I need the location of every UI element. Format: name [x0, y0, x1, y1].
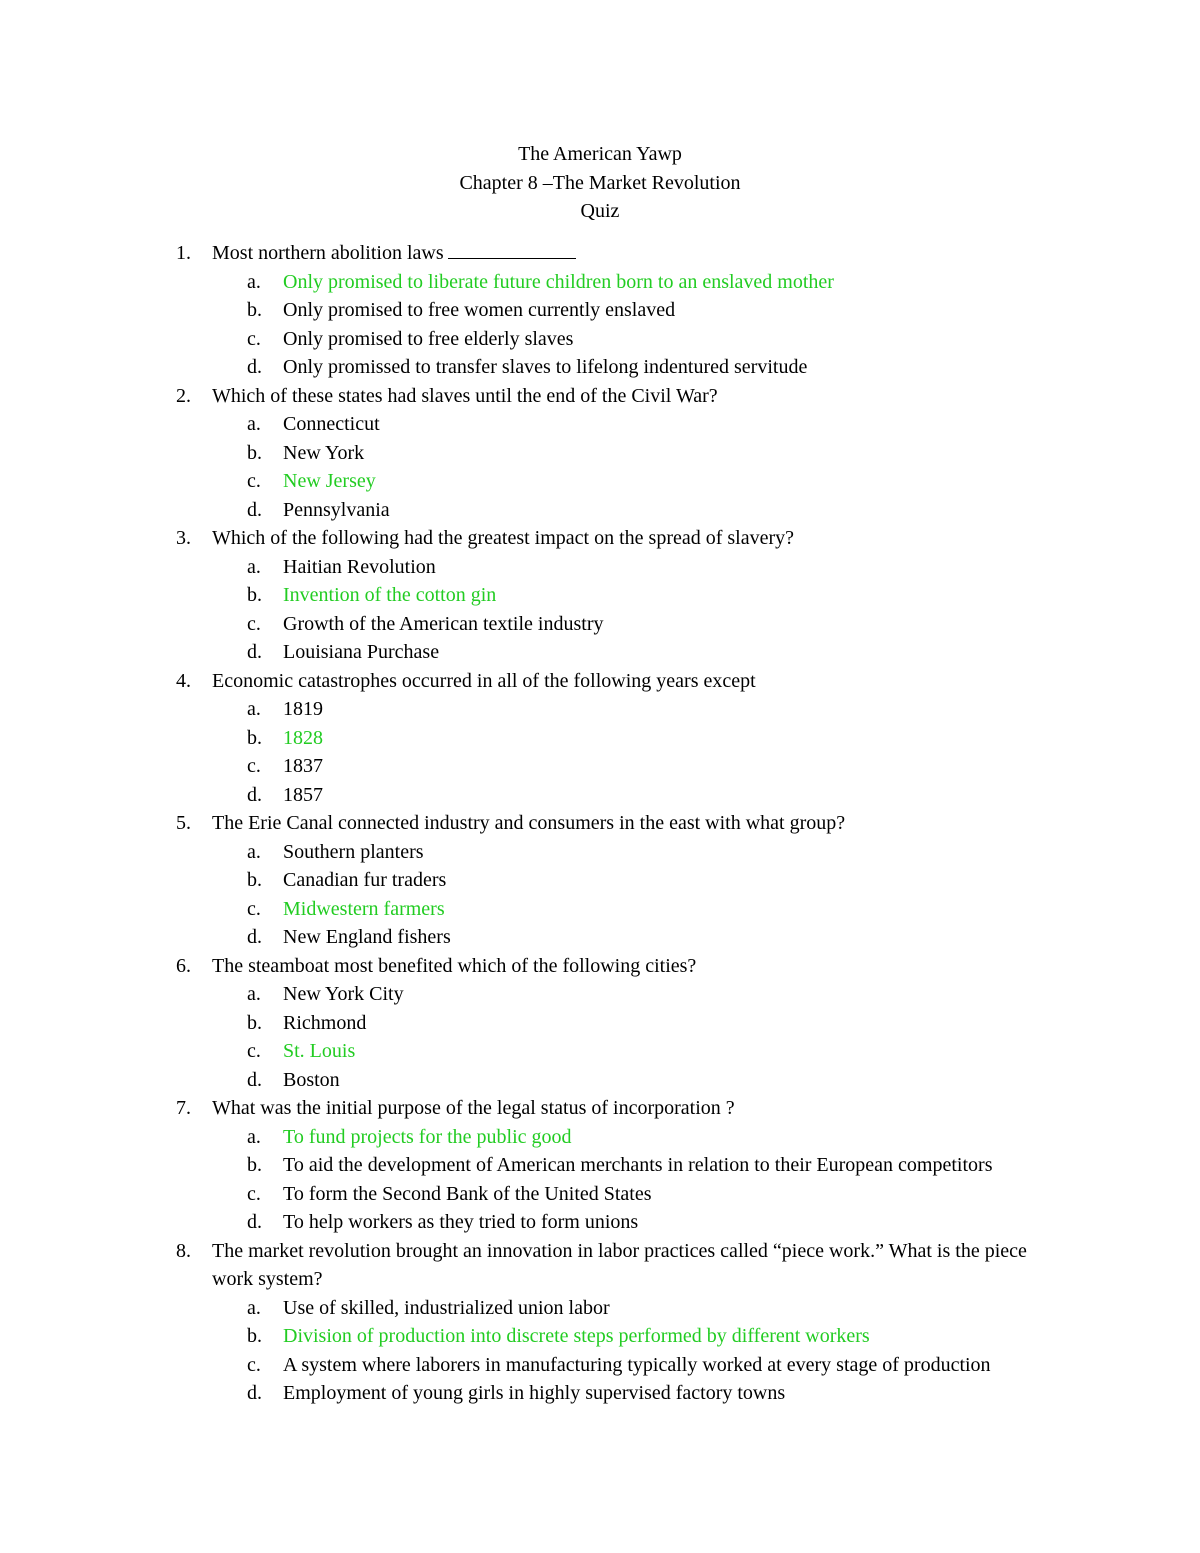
- question-number: 5.: [176, 812, 191, 834]
- option-letter: b.: [247, 869, 262, 891]
- option-text: Invention of the cotton gin: [283, 584, 497, 606]
- option-text: Boston: [283, 1068, 340, 1091]
- option-text: Southern planters: [283, 840, 424, 863]
- answer-option: [0, 353, 1200, 382]
- answer-option-correct: [0, 1322, 1200, 1351]
- option-text: New Jersey: [283, 470, 376, 492]
- option-text: 1837: [283, 755, 323, 777]
- question-text: Which of the following had the greatest impact on the spread of slavery?: [212, 527, 795, 549]
- option-text: 1857: [283, 783, 323, 806]
- answer-option: [0, 1208, 1200, 1237]
- answer-option: [0, 695, 1200, 724]
- answer-option: [0, 496, 1200, 525]
- option-letter: a.: [247, 413, 261, 435]
- option-text: To fund projects for the public good: [283, 1125, 572, 1148]
- option-text: To aid the development of American merchants in relation to their European competitors: [283, 1154, 993, 1176]
- option-text: New England fishers: [283, 926, 451, 948]
- option-text: St. Louis: [283, 1040, 356, 1062]
- question-number: 2.: [176, 384, 191, 407]
- answer-option-correct: [0, 268, 1200, 297]
- option-letter: d.: [247, 1382, 262, 1404]
- answer-option: [0, 1151, 1200, 1180]
- option-text: Use of skilled, industrialized union labor: [283, 1296, 610, 1319]
- question-text: Which of these states had slaves until the end of the Civil War?: [212, 384, 718, 407]
- option-letter: c.: [247, 327, 261, 350]
- question-text: The steamboat most benefited which of the following cities?: [212, 954, 697, 977]
- option-letter: b.: [247, 299, 262, 321]
- option-text: 1828: [283, 726, 323, 749]
- option-letter: b.: [247, 1154, 262, 1176]
- answer-option: [0, 325, 1200, 354]
- question-6: [0, 952, 1072, 981]
- quiz-label: Quiz: [580, 200, 620, 222]
- option-letter: a.: [247, 555, 261, 578]
- question-number: 6.: [176, 954, 191, 977]
- question-number: 3.: [176, 527, 191, 549]
- answer-option-correct: [0, 467, 1200, 496]
- option-letter: c.: [247, 1040, 261, 1062]
- quiz-list: [0, 239, 1200, 1408]
- answer-option: [0, 610, 1200, 639]
- option-text: Only promised to free elderly slaves: [283, 327, 574, 350]
- answer-option: [0, 439, 1200, 468]
- answer-blank: [448, 240, 576, 259]
- answer-option: [0, 1351, 1200, 1380]
- question-4: [0, 667, 1072, 696]
- option-letter: d.: [247, 1211, 262, 1233]
- question-3: [0, 524, 1072, 553]
- answer-option: [0, 923, 1200, 952]
- option-text: Canadian fur traders: [283, 869, 447, 891]
- option-letter: b.: [247, 726, 262, 749]
- option-letter: b.: [247, 584, 262, 606]
- question-7: [0, 1094, 1072, 1123]
- question-text: What was the initial purpose of the legal status of incorporation ?: [212, 1097, 735, 1119]
- question-1: [0, 239, 1072, 268]
- question-5: [0, 809, 1072, 838]
- question-number: 7.: [176, 1097, 191, 1119]
- answer-option-correct: [0, 581, 1200, 610]
- option-text: 1819: [283, 698, 323, 720]
- option-text: New York: [283, 441, 365, 464]
- option-letter: c.: [247, 470, 261, 492]
- option-text: Employment of young girls in highly supervised factory towns: [283, 1382, 786, 1404]
- option-text: Growth of the American textile industry: [283, 612, 604, 635]
- question-2: [0, 382, 1072, 411]
- option-text: Midwestern farmers: [283, 897, 445, 920]
- option-letter: d.: [247, 641, 262, 663]
- option-text: Only promised to free women currently enslaved: [283, 299, 676, 321]
- answer-option: [0, 296, 1200, 325]
- option-letter: d.: [247, 1068, 262, 1091]
- option-letter: c.: [247, 1353, 261, 1376]
- option-text: To form the Second Bank of the United States: [283, 1182, 652, 1205]
- answer-option: [0, 1009, 1200, 1038]
- option-text: Connecticut: [283, 413, 380, 435]
- option-text: A system where laborers in manufacturing typically worked at every stage of production: [283, 1353, 991, 1376]
- option-letter: c.: [247, 755, 261, 777]
- option-letter: c.: [247, 612, 261, 635]
- option-text: Haitian Revolution: [283, 555, 436, 578]
- answer-option: [0, 638, 1200, 667]
- answer-option: [0, 838, 1200, 867]
- option-letter: d.: [247, 498, 262, 521]
- answer-option: [0, 553, 1200, 582]
- question-8: [0, 1237, 1072, 1294]
- option-text: New York City: [283, 983, 404, 1005]
- answer-option-correct: [0, 724, 1200, 753]
- answer-option-correct: [0, 895, 1200, 924]
- option-letter: b.: [247, 1325, 262, 1347]
- option-text: Louisiana Purchase: [283, 641, 440, 663]
- answer-option: [0, 1180, 1200, 1209]
- question-text: Most northern abolition laws: [212, 242, 444, 264]
- answer-option-correct: [0, 1037, 1200, 1066]
- option-text: Pennsylvania: [283, 498, 390, 521]
- option-text: Only promised to liberate future children born to an enslaved mother: [283, 270, 834, 293]
- option-letter: d.: [247, 926, 262, 948]
- question-number: 4.: [176, 669, 191, 692]
- question-text: Economic catastrophes occurred in all of the following years except: [212, 669, 756, 692]
- answer-option-correct: [0, 1123, 1200, 1152]
- option-letter: a.: [247, 270, 261, 293]
- answer-option: [0, 1066, 1200, 1095]
- question-number: 1.: [176, 242, 191, 264]
- option-letter: a.: [247, 983, 261, 1005]
- option-letter: a.: [247, 840, 261, 863]
- option-letter: d.: [247, 783, 262, 806]
- answer-option: [0, 1294, 1200, 1323]
- option-letter: b.: [247, 1011, 262, 1034]
- option-text: To help workers as they tried to form unions: [283, 1211, 639, 1233]
- option-text: Division of production into discrete steps performed by different workers: [283, 1325, 870, 1347]
- answer-option: [0, 866, 1200, 895]
- chapter-title: Chapter 8 –The Market Revolution: [459, 171, 741, 194]
- option-letter: a.: [247, 1125, 261, 1148]
- option-letter: c.: [247, 1182, 261, 1205]
- answer-option: [0, 1379, 1200, 1408]
- option-letter: b.: [247, 441, 262, 464]
- option-letter: d.: [247, 356, 262, 378]
- question-text: The Erie Canal connected industry and consumers in the east with what group?: [212, 812, 846, 834]
- answer-option: [0, 752, 1200, 781]
- answer-option: [0, 410, 1200, 439]
- question-text: The market revolution brought an innovation in labor practices called “piece work.” What is the piece work system?: [212, 1239, 1027, 1290]
- option-text: Only promissed to transfer slaves to lifelong indentured servitude: [283, 356, 808, 378]
- option-letter: a.: [247, 698, 261, 720]
- document-title: The American Yawp: [518, 143, 682, 165]
- question-number: 8.: [176, 1239, 191, 1262]
- answer-option: [0, 980, 1200, 1009]
- option-letter: c.: [247, 897, 261, 920]
- option-letter: a.: [247, 1296, 261, 1319]
- document-header: [0, 140, 1200, 226]
- option-text: Richmond: [283, 1011, 367, 1034]
- answer-option: [0, 781, 1200, 810]
